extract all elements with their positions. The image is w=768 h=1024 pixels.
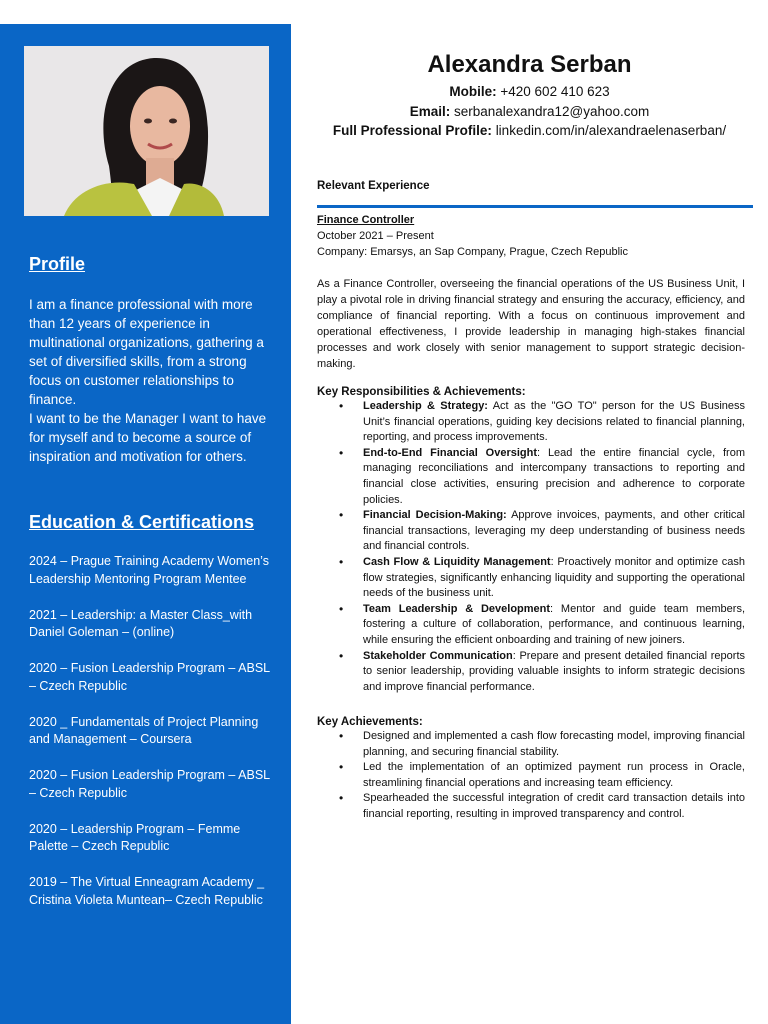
profile-link[interactable]: linkedin.com/in/alexandraelenaserban/ bbox=[495, 123, 727, 138]
education-list bbox=[29, 553, 274, 928]
mobile-number[interactable]: +420 602 410 623 bbox=[500, 84, 610, 99]
candidate-name: Alexandra Serban bbox=[427, 51, 632, 78]
achievements-list bbox=[317, 729, 745, 823]
profile-link-line bbox=[291, 121, 768, 141]
email-label: Email: bbox=[409, 103, 451, 119]
education-item: 2019 – The Virtual Enneagram Academy _ Cristina Violeta Muntean– Czech Republic bbox=[29, 875, 265, 907]
profile-photo bbox=[24, 46, 269, 216]
profile-summary bbox=[29, 295, 269, 466]
responsibility-text: Prepare and present detailed financial reports to senior leadership, providing valuable insights to inform strategic decisions and improve financial performance. bbox=[363, 649, 745, 693]
mobile-label: Mobile: bbox=[449, 84, 497, 99]
job-company: Company: Emarsys, an Sap Company, Prague, Czech Republic bbox=[317, 246, 628, 258]
responsibilities-list bbox=[317, 399, 745, 695]
responsibility-title: End-to-End Financial Oversight bbox=[363, 446, 538, 459]
achievement-item: • Led the implementation of an optimized payment run process in Oracle, streamlining financial operations and increasing team efficiency. bbox=[317, 760, 745, 791]
responsibility-title: Stakeholder Communication bbox=[363, 649, 513, 662]
achievement-item: • Designed and implemented a cash flow forecasting model, improving financial planning, and securing financial stability. bbox=[317, 729, 745, 760]
responsibilities-section bbox=[317, 386, 745, 695]
achievements-section bbox=[317, 716, 745, 823]
responsibility-title: Cash Flow & Liquidity Management bbox=[363, 555, 551, 568]
achievements-heading: Key Achievements: bbox=[317, 716, 423, 728]
education-item: 2020 _ Fundamentals of Project Planning and Management – Coursera bbox=[29, 714, 259, 746]
profile-heading: Profile bbox=[29, 254, 86, 274]
education-item: 2021 – Leadership: a Master Class_with Daniel Goleman – (online) bbox=[29, 607, 253, 639]
responsibility-text: Approve invoices, payments, and other critical financial transactions, leveraging my deep understanding of business needs and financial controls. bbox=[363, 509, 745, 553]
education-item: 2020 – Fusion Leadership Program – ABSL – Czech Republic bbox=[29, 768, 270, 800]
resume-header bbox=[291, 48, 768, 141]
email-address[interactable]: serbanalexandra12@yahoo.com bbox=[453, 103, 650, 119]
email-line bbox=[291, 102, 768, 122]
responsibilities-heading: Key Responsibilities & Achievements: bbox=[317, 386, 526, 398]
profile-paragraph: I want to be the Manager I want to have for myself and to become a source of inspiration and motivation for others. bbox=[29, 411, 267, 464]
profile-paragraph: I am a finance professional with more than 12 years of experience in multinational organizations, gathering a set of diversified skills, from a strong focus on customer relationships to finance. bbox=[29, 297, 264, 407]
responsibility-text: Proactively monitor and optimize cash flow strategies, significantly enhancing liquidity and supporting the operational needs of the business unit. bbox=[363, 555, 745, 600]
sidebar bbox=[0, 24, 291, 1024]
responsibility-text: Act as the "GO TO" person for the US Business Unit’s financial operations, guiding key decisions related to financial planning, reporting, and process improvements. bbox=[363, 400, 745, 444]
responsibility-item: • Stakeholder Communication: Prepare and present detailed financial reports to senior leadership, providing valuable insights to inform strategic decisions and improve financial performance. bbox=[317, 649, 745, 696]
education-item: 2020 – Fusion Leadership Program – ABSL – Czech Republic bbox=[29, 661, 270, 693]
section-divider bbox=[317, 205, 753, 208]
mobile-line bbox=[291, 82, 768, 102]
responsibility-title: Financial Decision-Making: bbox=[363, 509, 507, 522]
education-item: 2020 – Leadership Program – Femme Palette – Czech Republic bbox=[29, 821, 241, 853]
responsibility-title: Team Leadership & Development bbox=[363, 602, 551, 615]
responsibility-title: Leadership & Strategy: bbox=[363, 400, 488, 412]
education-heading: Education & Certifications bbox=[29, 512, 255, 532]
responsibility-item bbox=[317, 508, 745, 555]
achievement-item: • Spearheaded the successful integration of credit card transaction details into financial reporting, resulting in improved transparency and control. bbox=[317, 791, 745, 822]
job-summary: As a Finance Controller, overseeing the financial operations of the US Business Unit, I play a pivotal role in driving financial strategy and ensuring the accuracy, efficiency, and compliance of financial reporting. With a focus on continuous improvement and operational effectiveness, I provide leadership in managing high-stakes financial processes and work closely with senior management to support strategic decision-making. bbox=[317, 278, 745, 370]
section-title-experience: Relevant Experience bbox=[317, 180, 430, 192]
education-item: 2024 – Prague Training Academy Women’s Leadership Mentoring Program Mentee bbox=[29, 554, 269, 586]
job-header bbox=[317, 212, 745, 260]
responsibility-item: • End-to-End Financial Oversight: Lead the entire financial cycle, from managing reconciliations and intercompany transactions to reporting and financial close activities, ensuring precision and adherence to corporate policies. bbox=[317, 446, 745, 508]
responsibility-item bbox=[317, 399, 745, 446]
profile-link-label: Full Professional Profile: bbox=[332, 123, 492, 138]
responsibility-text: Mentor and guide team members, fostering a culture of collaboration, performance, and continuous learning, while ensuring the efficient onboarding and training of new joiners. bbox=[363, 602, 745, 646]
job-dates: October 2021 – Present bbox=[317, 230, 434, 242]
responsibility-item: • Team Leadership & Development: Mentor and guide team members, fostering a culture of collaboration, performance, and continuous learning, while ensuring the efficient onboarding and training of new joiners. bbox=[317, 602, 745, 649]
job-title: Finance Controller bbox=[317, 214, 415, 226]
responsibility-text: Lead the entire financial cycle, from managing reconciliations and intercompany transactions to reporting and financial close activities, ensuring precision and adherence to corporate policies. bbox=[363, 446, 745, 506]
responsibility-item: • Cash Flow & Liquidity Management: Proactively monitor and optimize cash flow strategies, significantly enhancing liquidity and supporting the operational needs of the business unit. bbox=[317, 555, 745, 602]
main-content bbox=[317, 180, 745, 820]
